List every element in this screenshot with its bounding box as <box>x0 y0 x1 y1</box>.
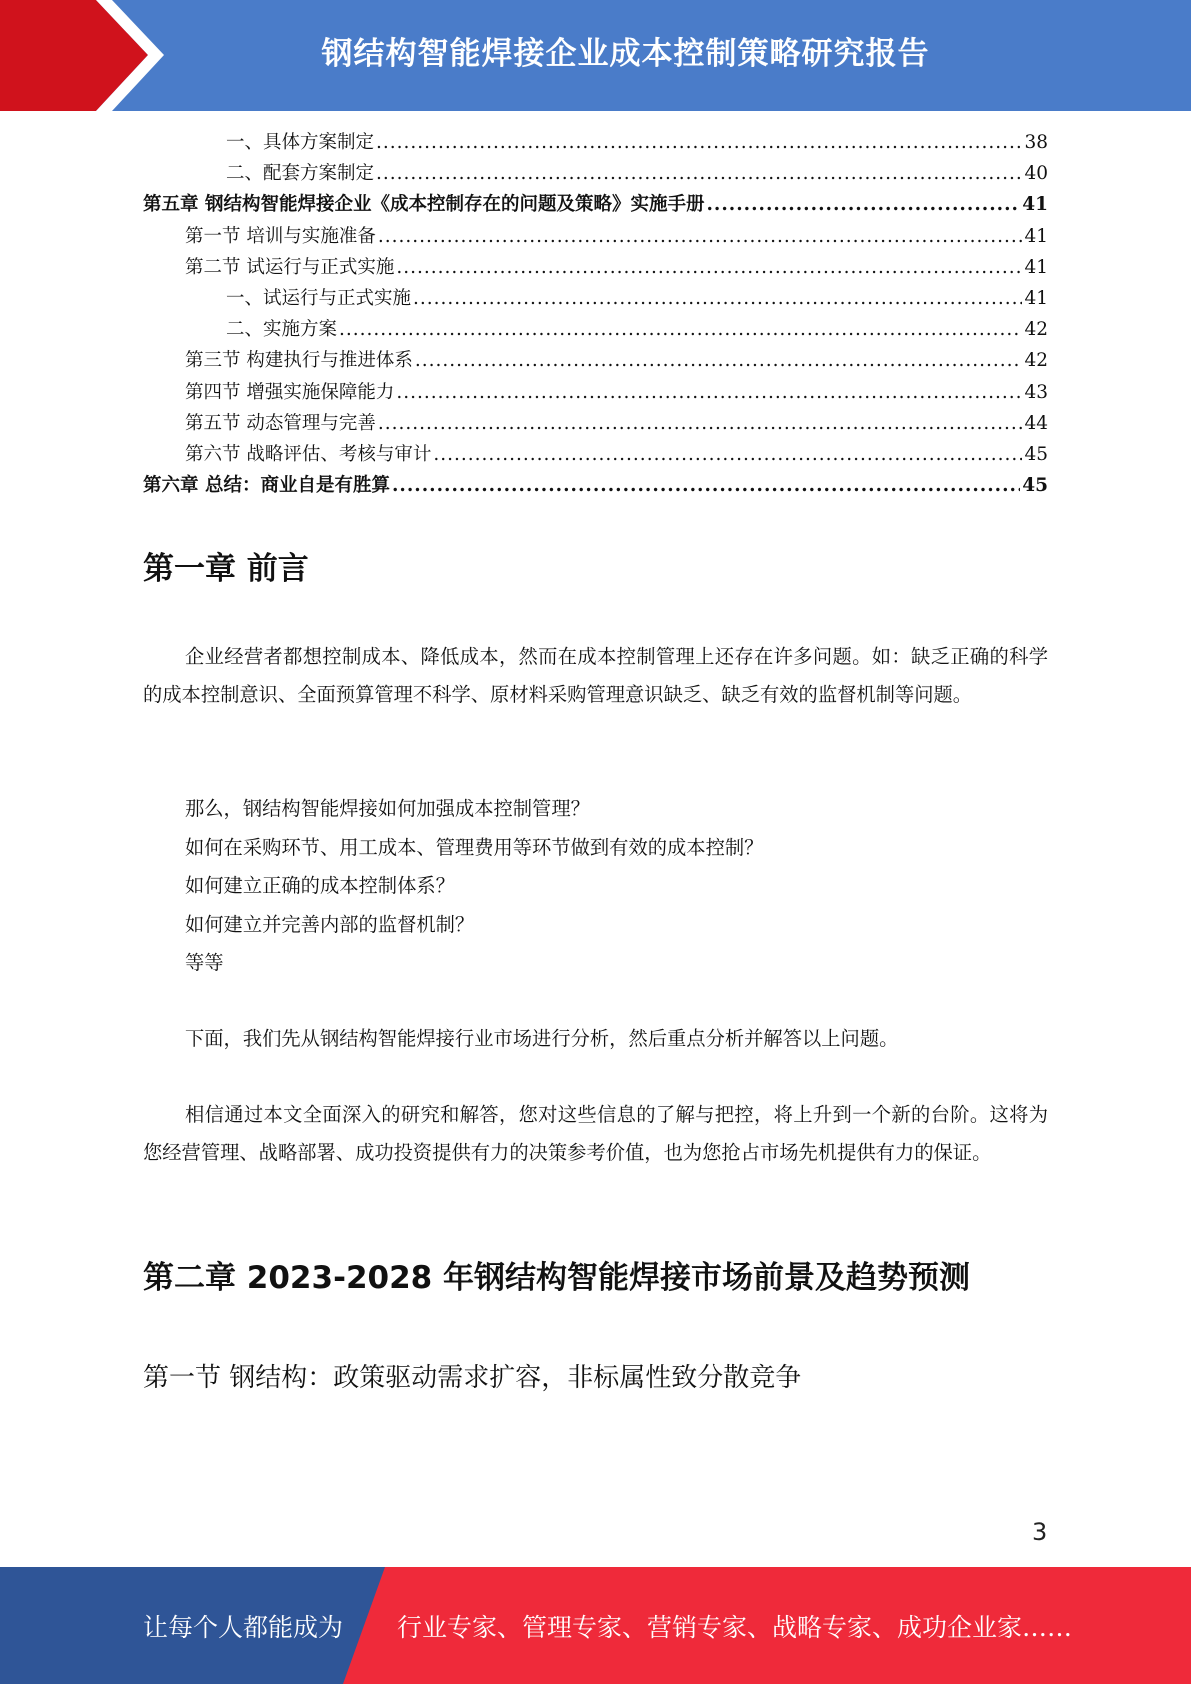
toc-leader-dots <box>376 127 1022 158</box>
chapter-2-heading: 第二章 2023-2028 年钢结构智能焊接市场前景及趋势预测 <box>143 1260 971 1296</box>
toc-entry-title: 第五章 钢结构智能焊接企业《成本控制存在的问题及策略》实施手册 <box>143 194 705 216</box>
report-title: 钢结构智能焊接企业成本控制策略研究报告 <box>321 35 930 72</box>
toc-entry-page: 40 <box>1024 163 1048 185</box>
toc-leader-dots <box>339 314 1022 345</box>
footer-slogan-left: 让每个人都能成为 <box>143 1612 344 1642</box>
page-number: 3 <box>1032 1518 1048 1546</box>
question-item: 如何在采购环节、用工成本、管理费用等环节做到有效的成本控制？ <box>185 835 764 859</box>
section-1-heading: 第一节 钢结构：政策驱动需求扩容，非标属性致分散竞争 <box>143 1363 802 1393</box>
toc-entry-title: 二、配套方案制定 <box>226 163 375 185</box>
toc-entry-title: 第四节 增强实施保障能力 <box>185 381 395 403</box>
toc-leader-dots <box>376 158 1022 189</box>
toc-entry-title: 第一节 培训与实施准备 <box>185 225 376 247</box>
toc-entry[interactable] <box>143 408 1048 439</box>
question-item: 如何建立正确的成本控制体系？ <box>185 874 455 897</box>
toc-entry[interactable] <box>143 345 1048 376</box>
toc-leader-dots <box>415 345 1023 376</box>
toc-entry-page: 41 <box>1024 287 1048 309</box>
toc-entry-page: 45 <box>1022 475 1048 497</box>
question-item: 如何建立并完善内部的监督机制？ <box>185 912 475 936</box>
toc-leader-dots <box>413 283 1022 314</box>
toc-entry-title: 第五节 动态管理与完善 <box>185 412 376 434</box>
toc-leader-dots <box>378 408 1023 439</box>
toc-entry-page: 42 <box>1024 350 1048 372</box>
toc-entry-title: 二、实施方案 <box>226 319 338 341</box>
toc-leader-dots <box>433 439 1022 470</box>
toc-entry-page: 44 <box>1024 412 1048 434</box>
analysis-paragraph: 下面，我们先从钢结构智能焊接行业市场进行分析，然后重点分析并解答以上问题。 <box>185 1027 899 1050</box>
toc-entry[interactable] <box>143 283 1048 314</box>
question-item: 等等 <box>185 951 224 974</box>
toc-entry[interactable] <box>143 470 1048 501</box>
table-of-contents <box>143 127 1048 501</box>
conclusion-paragraph: 相信通过本文全面深入的研究和解答，您对这些信息的了解与把控，将上升到一个新的台阶。这将为您经营管理、战略部署、成功投资提供有力的决策参考价值，也为您抢占市场先机提供有力的保证。 <box>143 1103 1048 1164</box>
question-item: 那么，钢结构智能焊接如何加强成本控制管理？ <box>185 797 590 820</box>
footer-slogan-right: 行业专家、管理专家、营销专家、战略专家、成功企业家…… <box>397 1612 1073 1642</box>
toc-leader-dots <box>378 221 1023 252</box>
toc-leader-dots <box>396 377 1022 408</box>
toc-entry-page: 41 <box>1024 256 1048 278</box>
toc-entry-title: 第三节 构建执行与推进体系 <box>185 350 413 372</box>
toc-entry-title: 第六节 战略评估、考核与审计 <box>185 443 432 465</box>
toc-entry-page: 41 <box>1024 225 1048 247</box>
toc-entry-page: 38 <box>1024 132 1048 153</box>
toc-entry[interactable] <box>143 221 1048 252</box>
toc-entry-page: 42 <box>1024 319 1048 341</box>
question-list <box>185 790 1045 983</box>
toc-entry[interactable] <box>143 377 1048 408</box>
toc-entry[interactable] <box>143 189 1048 220</box>
toc-entry[interactable] <box>143 158 1048 189</box>
page-header <box>0 0 1191 111</box>
toc-entry-title: 一、具体方案制定 <box>226 132 375 153</box>
toc-entry-page: 45 <box>1024 443 1048 465</box>
toc-entry[interactable] <box>143 252 1048 283</box>
chapter-1-heading: 第一章 前言 <box>143 551 309 587</box>
toc-entry-page: 43 <box>1024 381 1048 403</box>
toc-entry-title: 一、试运行与正式实施 <box>226 287 412 309</box>
toc-leader-dots <box>392 470 1020 501</box>
toc-entry-title: 第二节 试运行与正式实施 <box>185 256 395 278</box>
toc-entry[interactable] <box>143 314 1048 345</box>
toc-leader-dots <box>396 252 1022 283</box>
toc-entry[interactable] <box>143 127 1048 158</box>
toc-entry-page: 41 <box>1022 194 1048 216</box>
toc-entry[interactable] <box>143 439 1048 470</box>
intro-paragraph: 企业经营者都想控制成本、降低成本，然而在成本控制管理上还存在许多问题。如：缺乏正确的科学的成本控制意识、全面预算管理不科学、原材料采购管理意识缺乏、缺乏有效的监督机制等问题。 <box>143 645 1048 706</box>
toc-entry-title: 第六章 总结：商业自是有胜算 <box>143 475 390 497</box>
toc-leader-dots <box>706 189 1020 220</box>
page-footer <box>0 1567 1191 1684</box>
